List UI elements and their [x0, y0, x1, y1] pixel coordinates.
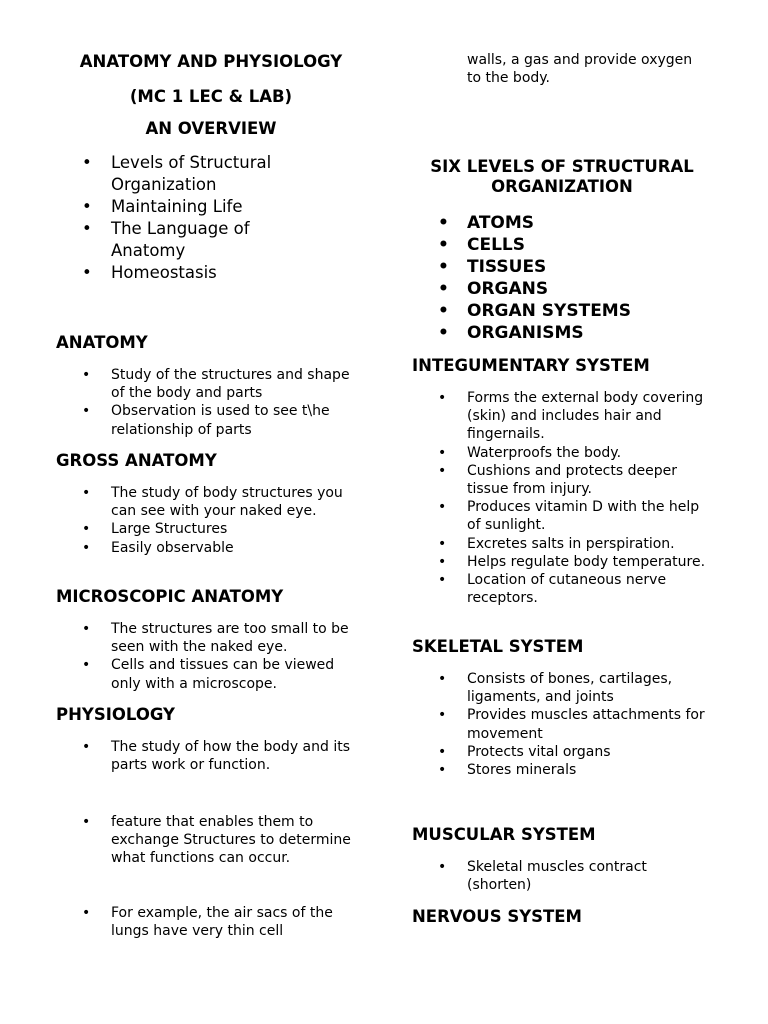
list-item: • Stores minerals [438, 762, 577, 779]
nervous-heading: NERVOUS SYSTEM [412, 907, 582, 926]
list-item: • feature that enables them to exchange Structures to determine what functions can occur. [82, 814, 351, 867]
bullet-icon: • [438, 535, 447, 552]
bullet-icon: • [82, 621, 91, 637]
muscular-heading: MUSCULAR SYSTEM [412, 825, 596, 844]
list-item: • Forms the external body covering (skin) and includes hair and fingernails. [438, 390, 704, 443]
bullet-icon: • [438, 762, 447, 779]
physiology-list-1 [56, 738, 361, 774]
list-item: • Excretes salts in perspiration. [438, 535, 675, 552]
integumentary-heading: INTEGUMENTARY SYSTEM [412, 356, 650, 375]
list-item: • Cushions and protects deeper tissue from injury. [438, 462, 677, 498]
physiology-heading: PHYSIOLOGY [56, 705, 175, 724]
overview-item: Maintaining Life [111, 197, 243, 216]
skeletal-list [412, 670, 712, 779]
list-item: • Location of cutaneous nerve receptors. [438, 572, 667, 607]
bullet-icon: • [438, 462, 447, 479]
gross-anatomy-heading: GROSS ANATOMY [56, 451, 217, 470]
bullet-icon: • [438, 213, 449, 233]
list-item: • TISSUES [438, 257, 547, 277]
list-item: • Large Structures [82, 521, 228, 538]
list-item: • Helps regulate body temperature. [438, 553, 706, 570]
bullet-icon: • [438, 235, 449, 255]
bullet-icon: • [82, 485, 91, 501]
list-item: • ORGANS [438, 279, 549, 299]
bullet-icon: • [82, 263, 92, 282]
bullet-icon: • [82, 153, 92, 172]
list-item: • Protects vital organs [438, 743, 611, 760]
skeletal-heading: SKELETAL SYSTEM [412, 637, 584, 656]
microscopic-anatomy-list [56, 620, 361, 693]
list-item: • ORGAN SYSTEMS [438, 301, 631, 321]
integumentary-list [412, 389, 712, 607]
title-line-2: (MC 1 LEC & LAB) [129, 87, 293, 106]
overview-item: Levels of Structural Organization [111, 153, 272, 194]
physiology-list-2 [56, 813, 356, 868]
microscopic-anatomy-heading: MICROSCOPIC ANATOMY [56, 587, 284, 606]
list-item [56, 262, 326, 284]
list-item: • The study of how the body and its parts work or function. [82, 739, 351, 774]
title-line-1: ANATOMY AND PHYSIOLOGY [79, 52, 343, 71]
title-line-3: AN OVERVIEW [145, 119, 277, 138]
bullet-icon: • [82, 219, 92, 238]
bullet-icon: • [438, 707, 447, 724]
bullet-icon: • [438, 444, 447, 461]
anatomy-list [56, 366, 361, 439]
anatomy-heading: ANATOMY [56, 333, 148, 352]
gross-anatomy-list [56, 484, 356, 557]
list-item: • Waterproofs the body. [438, 444, 622, 461]
continuation-text: walls, a gas and provide oxygen to the body. [467, 52, 693, 87]
list-item: • The study of body structures you can see with your naked eye. [82, 485, 343, 520]
bullet-icon: • [82, 197, 92, 216]
list-item: • Cells and tissues can be viewed only with a microscope. [82, 657, 335, 692]
bullet-icon: • [82, 739, 91, 755]
list-item [56, 152, 326, 196]
bullet-icon: • [438, 499, 447, 516]
physiology-list-3 [56, 904, 356, 940]
bullet-icon: • [438, 323, 449, 343]
list-item [56, 218, 326, 262]
list-item: • For example, the air sacs of the lungs have very thin cell [82, 905, 333, 940]
list-item: • ATOMS [438, 213, 535, 233]
bullet-icon: • [438, 279, 449, 299]
overview-item: Homeostasis [111, 263, 217, 282]
bullet-icon: • [438, 257, 449, 277]
bullet-icon: • [438, 390, 447, 406]
list-item: • Consists of bones, cartilages, ligaments, and joints [438, 671, 673, 706]
bullet-icon: • [438, 859, 447, 875]
bullet-icon: • [82, 403, 91, 420]
list-item: • ORGANISMS [438, 323, 584, 343]
list-item: • Provides muscles attachments for movement [438, 707, 705, 742]
overview-item: The Language of Anatomy [111, 219, 250, 260]
bullet-icon: • [438, 553, 447, 570]
bullet-icon: • [82, 367, 91, 383]
list-item: • Easily observable [82, 539, 234, 556]
bullet-icon: • [82, 521, 91, 538]
list-item: • Produces vitamin D with the help of sunlight. [438, 499, 700, 534]
bullet-icon: • [82, 657, 91, 674]
list-item: • The structures are too small to be seen with the naked eye. [82, 621, 349, 656]
list-item: • Observation is used to see t\he relationship of parts [82, 403, 330, 438]
six-levels-heading: SIX LEVELS OF STRUCTURAL ORGANIZATION [430, 157, 694, 196]
bullet-icon: • [82, 905, 91, 921]
bullet-icon: • [438, 572, 447, 589]
list-item: • Skeletal muscles contract (shorten) [438, 859, 647, 894]
six-levels-list [412, 212, 712, 344]
bullet-icon: • [82, 814, 91, 830]
bullet-icon: • [438, 301, 449, 321]
list-item: • Study of the structures and shape of the body and parts [82, 367, 350, 402]
overview-list [56, 152, 326, 284]
muscular-list [412, 858, 712, 894]
bullet-icon: • [438, 743, 447, 760]
bullet-icon: • [438, 671, 447, 687]
list-item: • CELLS [438, 235, 525, 255]
list-item [56, 196, 326, 218]
bullet-icon: • [82, 539, 91, 556]
